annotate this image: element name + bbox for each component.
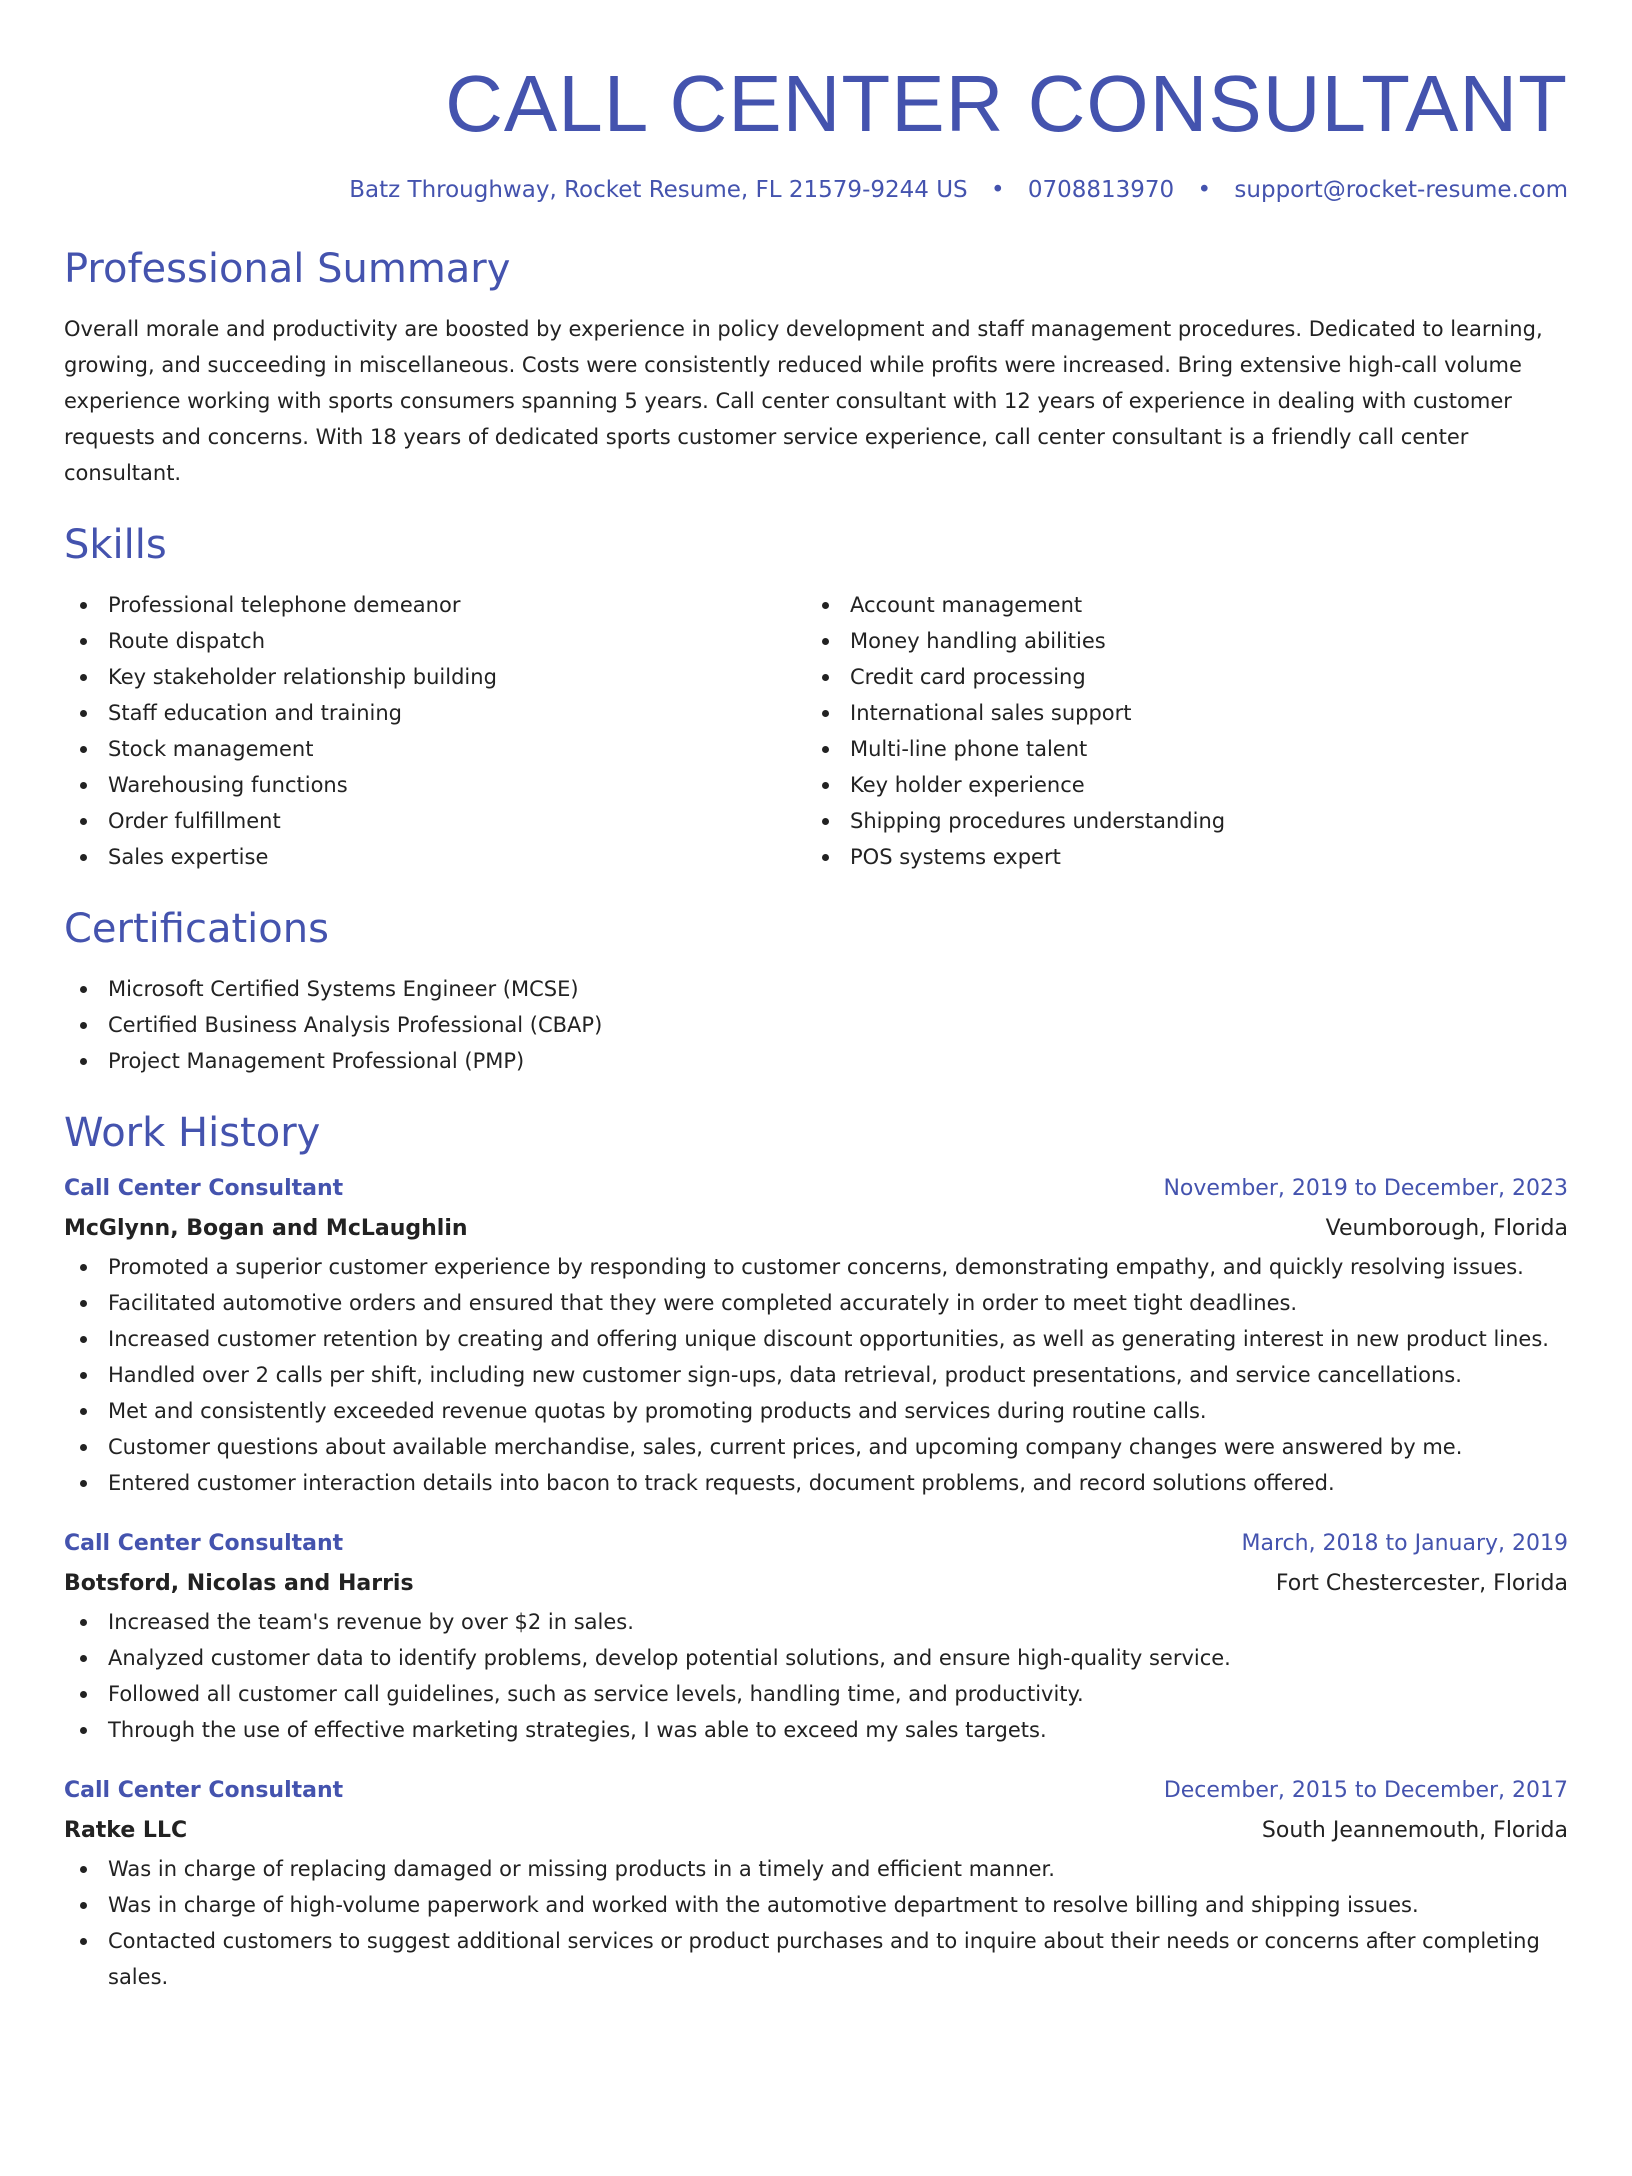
- skill-item: Multi-line phone talent: [806, 731, 1548, 767]
- certification-item: Microsoft Certified Systems Engineer (MCSE): [64, 971, 1568, 1007]
- skill-item: Warehousing functions: [64, 767, 806, 803]
- contact-email[interactable]: support@rocket-resume.com: [1234, 177, 1568, 203]
- job-dates: November, 2019 to December, 2023: [1163, 1176, 1568, 1201]
- job-dates: December, 2015 to December, 2017: [1163, 1778, 1568, 1803]
- skill-item: Money handling abilities: [806, 623, 1548, 659]
- job-bullets: [64, 1249, 1568, 1501]
- job-entry: [64, 1524, 1568, 1748]
- job-subheader: [64, 1564, 1568, 1604]
- skill-item: Key stakeholder relationship building: [64, 659, 806, 695]
- contact-line: [64, 174, 1568, 206]
- job-bullets: [64, 1604, 1568, 1748]
- job-bullet: Promoted a superior customer experience by responding to customer concerns, demonstrating empathy, and quickly resolving issues.: [64, 1249, 1568, 1285]
- contact-address: Batz Throughway, Rocket Resume, FL 21579-9244 US: [349, 177, 968, 203]
- job-subheader: [64, 1811, 1568, 1851]
- skill-item: Route dispatch: [64, 623, 806, 659]
- certifications-list: [64, 971, 1568, 1079]
- skill-item: Stock management: [64, 731, 806, 767]
- skills-list-right: [806, 587, 1548, 875]
- skill-item: Account management: [806, 587, 1548, 623]
- job-bullet: Met and consistently exceeded revenue quotas by promoting products and services during routine calls.: [64, 1393, 1568, 1429]
- skill-item: Sales expertise: [64, 839, 806, 875]
- work-history-section: [64, 1109, 1568, 1995]
- skills-grid: [64, 587, 1568, 875]
- job-header: [64, 1524, 1568, 1564]
- job-title: Call Center Consultant: [64, 1531, 344, 1556]
- job-location: South Jeannemouth, Florida: [1261, 1818, 1568, 1843]
- job-title: Call Center Consultant: [64, 1778, 344, 1803]
- job-bullet: Entered customer interaction details into bacon to track requests, document problems, and record solutions offered.: [64, 1465, 1568, 1501]
- job-bullet: Handled over 2 calls per shift, including new customer sign-ups, data retrieval, product presentations, and service cancellations.: [64, 1357, 1568, 1393]
- job-bullet: Facilitated automotive orders and ensured that they were completed accurately in order to meet tight deadlines.: [64, 1285, 1568, 1321]
- certification-item: Project Management Professional (PMP): [64, 1043, 1568, 1079]
- work-history-heading: Work History: [64, 1110, 321, 1156]
- resume-name-heading: CALL CENTER CONSULTANT: [445, 59, 1568, 148]
- job-location: Veumborough, Florida: [1325, 1216, 1568, 1241]
- contact-separator: •: [1197, 177, 1212, 203]
- skill-item: Order fulfillment: [64, 803, 806, 839]
- job-bullet: Followed all customer call guidelines, such as service levels, handling time, and productivity.: [64, 1676, 1568, 1712]
- job-company: Botsford, Nicolas and Harris: [64, 1571, 414, 1596]
- skill-item: Key holder experience: [806, 767, 1548, 803]
- contact-phone: 0708813970: [1027, 177, 1175, 203]
- contact-separator: •: [990, 177, 1005, 203]
- summary-text: Overall morale and productivity are boosted by experience in policy development and staff management procedures. Dedicated to learning, growing, and succeeding in miscellaneous. Costs were consistently reduced while profits were increased. Bring extensive high-call volume experience working with sports consumers spanning 5 years. Call center consultant with 12 years of experience in dealing with customer requests and concerns. With 18 years of dedicated sports customer service experience, call center consultant is a friendly call center consultant.: [64, 317, 1543, 485]
- skill-item: Credit card processing: [806, 659, 1548, 695]
- job-bullet: Customer questions about available merchandise, sales, current prices, and upcoming company changes were answered by me.: [64, 1429, 1568, 1465]
- summary-heading: Professional Summary: [64, 246, 511, 292]
- skill-item: Shipping procedures understanding: [806, 803, 1548, 839]
- skills-heading: Skills: [64, 522, 167, 568]
- job-entry: [64, 1771, 1568, 1995]
- job-bullet: Increased the team's revenue by over $2 in sales.: [64, 1604, 1568, 1640]
- job-bullet: Analyzed customer data to identify problems, develop potential solutions, and ensure high-quality service.: [64, 1640, 1568, 1676]
- job-subheader: [64, 1209, 1568, 1249]
- job-company: McGlynn, Bogan and McLaughlin: [64, 1216, 468, 1241]
- skill-item: POS systems expert: [806, 839, 1548, 875]
- job-title: Call Center Consultant: [64, 1176, 344, 1201]
- certifications-heading: Certifications: [64, 906, 329, 952]
- job-bullet: Was in charge of high-volume paperwork and worked with the automotive department to resolve billing and shipping issues.: [64, 1887, 1568, 1923]
- job-location: Fort Chestercester, Florida: [1275, 1571, 1568, 1596]
- certification-item: Certified Business Analysis Professional (CBAP): [64, 1007, 1568, 1043]
- job-header: [64, 1169, 1568, 1209]
- skill-item: Staff education and training: [64, 695, 806, 731]
- job-bullet: Was in charge of replacing damaged or missing products in a timely and efficient manner.: [64, 1851, 1568, 1887]
- job-entry: [64, 1169, 1568, 1501]
- resume-page: [0, 59, 1632, 2176]
- skills-section: [64, 521, 1568, 875]
- job-company: Ratke LLC: [64, 1818, 188, 1843]
- job-bullet: Increased customer retention by creating and offering unique discount opportunities, as well as generating interest in new product lines.: [64, 1321, 1568, 1357]
- skill-item: International sales support: [806, 695, 1548, 731]
- job-bullets: [64, 1851, 1568, 1995]
- job-bullet: Contacted customers to suggest additional services or product purchases and to inquire about their needs or concerns after completing sales.: [64, 1923, 1568, 1995]
- job-bullet: Through the use of effective marketing strategies, I was able to exceed my sales targets.: [64, 1712, 1568, 1748]
- certifications-section: [64, 905, 1568, 1079]
- job-dates: March, 2018 to January, 2019: [1241, 1531, 1568, 1556]
- job-header: [64, 1771, 1568, 1811]
- skill-item: Professional telephone demeanor: [64, 587, 806, 623]
- summary-section: [64, 245, 1568, 491]
- skills-list-left: [64, 587, 806, 875]
